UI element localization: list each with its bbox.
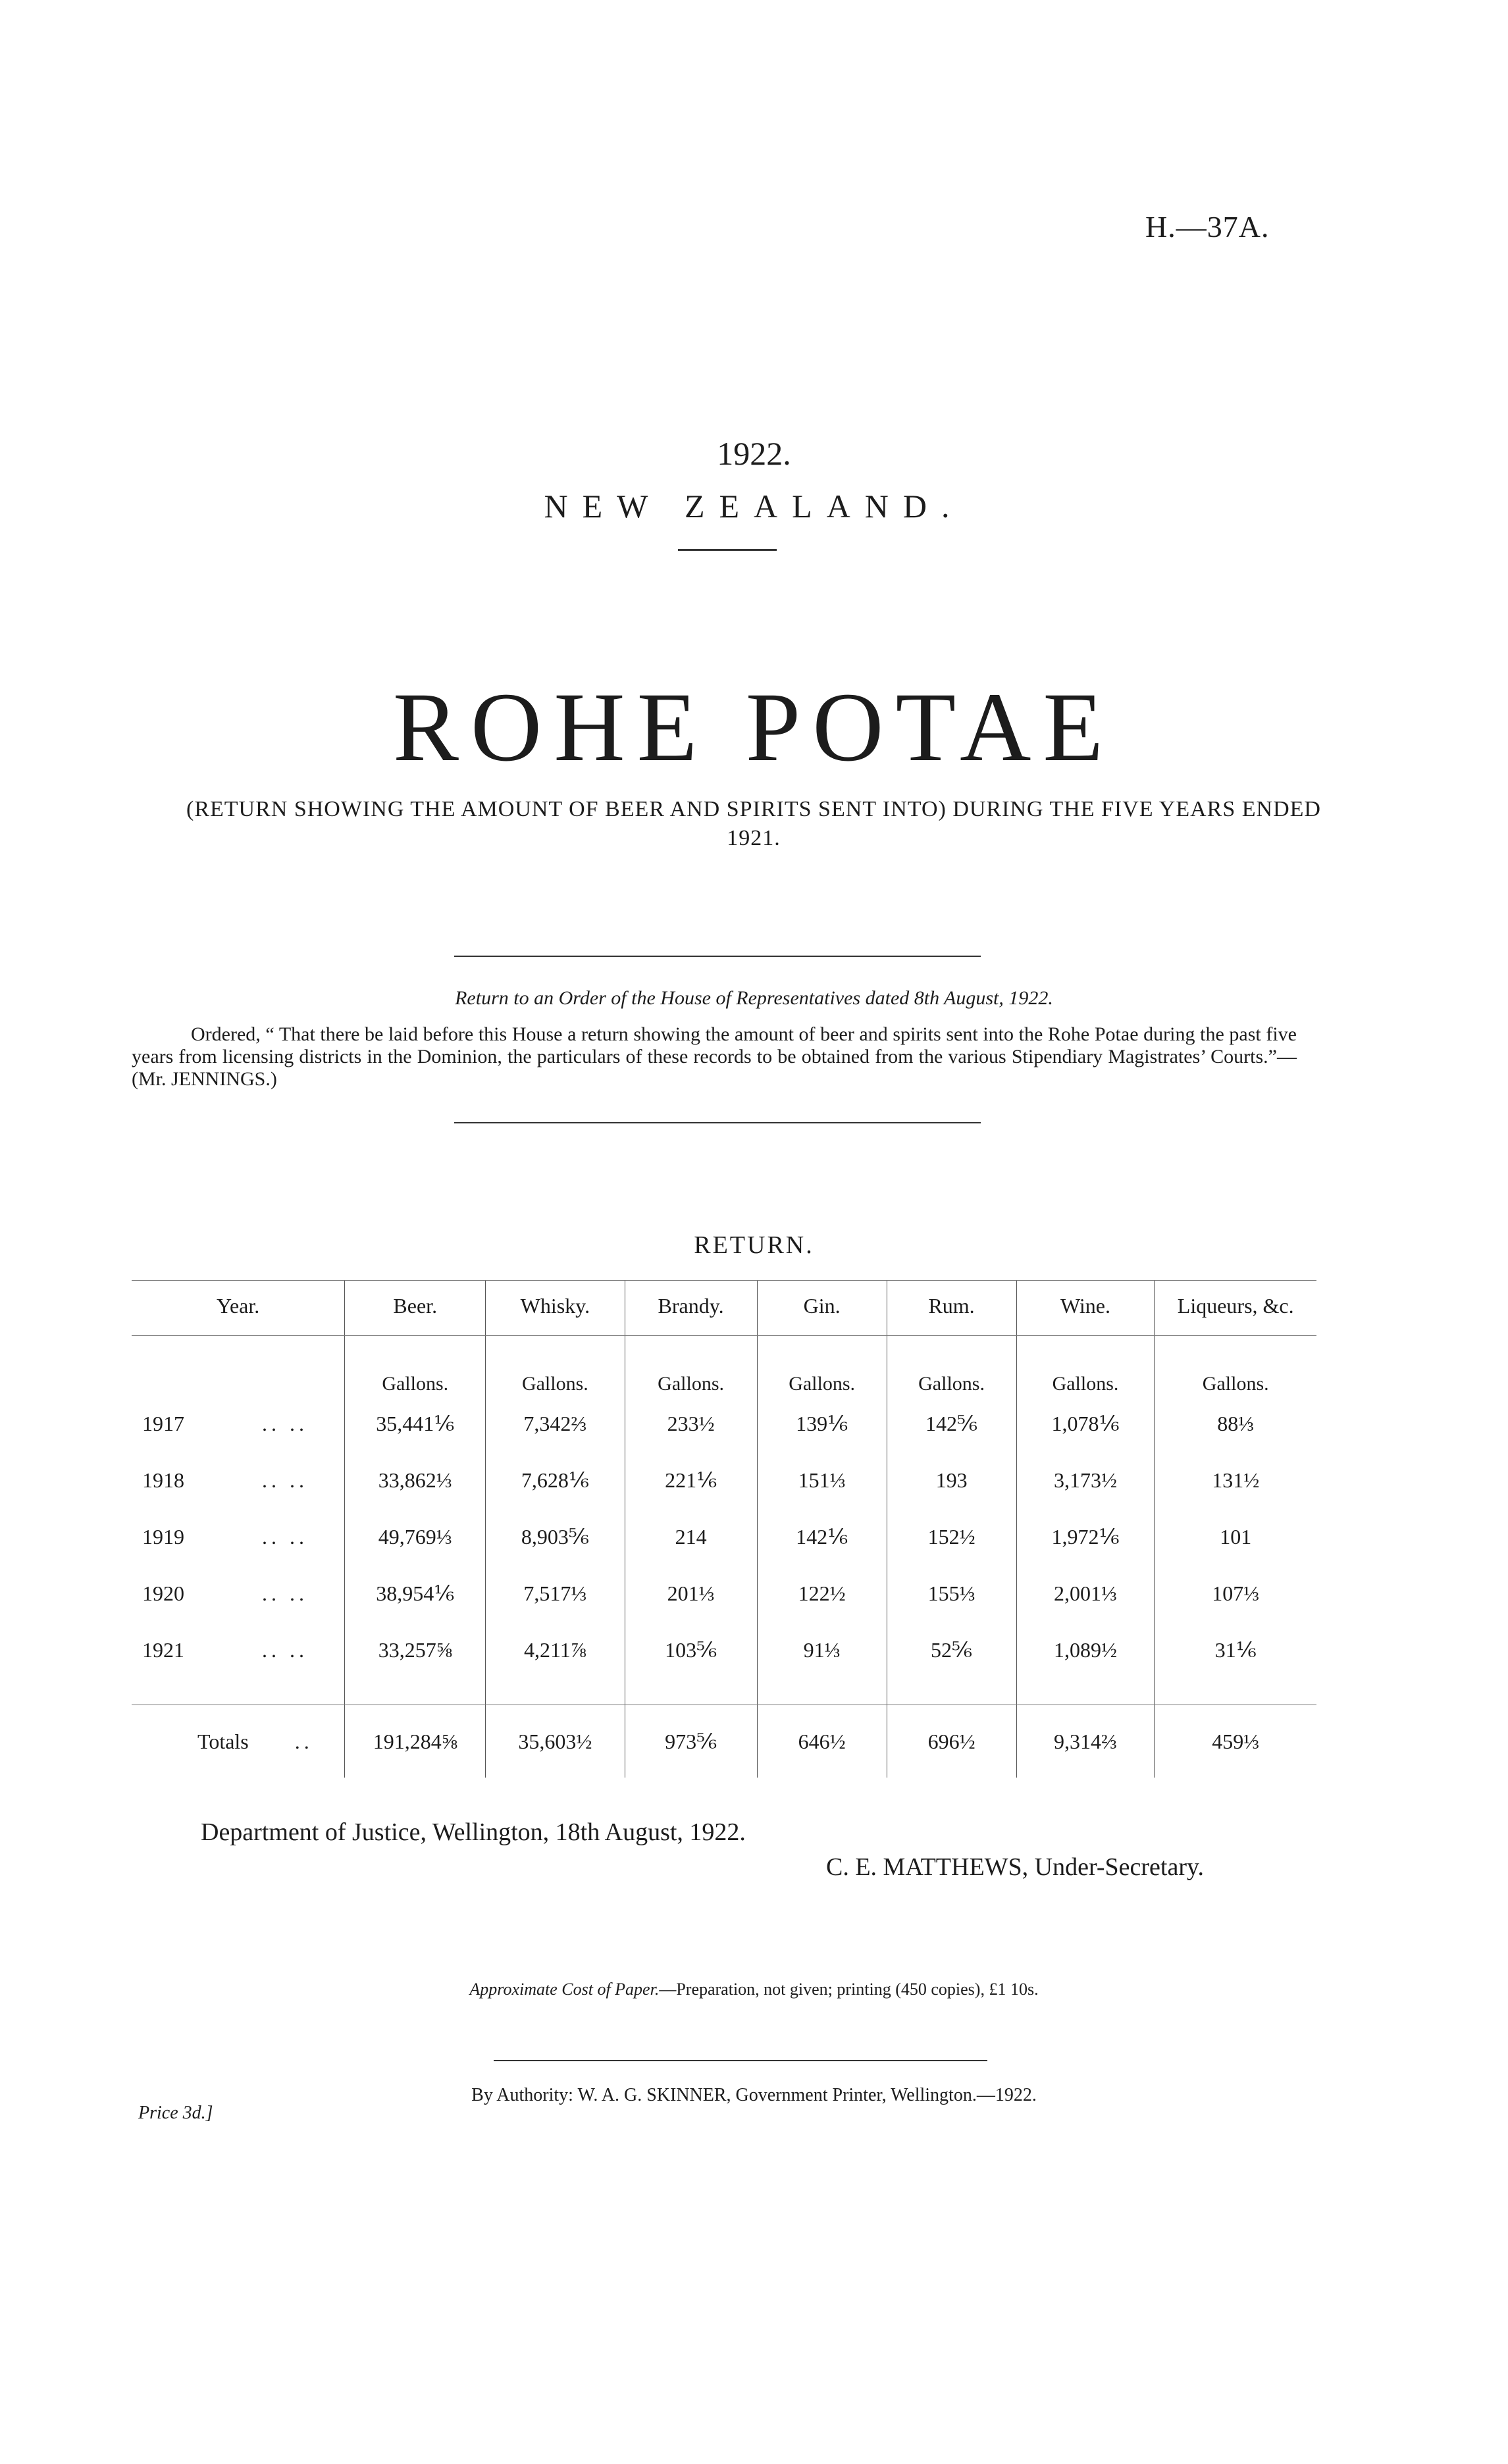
whisky-cell: 7,342⅔ (486, 1395, 625, 1452)
totals-row (132, 1705, 1316, 1778)
column-header-whisky: Whisky. (486, 1281, 625, 1336)
liqueurs-total-cell: 459⅓ (1155, 1705, 1316, 1778)
leader-dots: .. .. (262, 1411, 308, 1435)
beer-total-cell: 191,284⅝ (345, 1705, 486, 1778)
column-header-rum: Rum. (887, 1281, 1016, 1336)
publication-year: 1922. (717, 435, 791, 472)
year-cell: 1917 (142, 1411, 184, 1435)
whisky-total-cell: 35,603½ (486, 1705, 625, 1778)
table-row (132, 1395, 1316, 1452)
leader-dots: .. .. (262, 1581, 308, 1605)
cost-of-paper (0, 1980, 1508, 1999)
whisky-cell: 7,628⅙ (486, 1452, 625, 1508)
table-header-row (132, 1281, 1316, 1336)
liqueurs-cell: 131½ (1155, 1452, 1316, 1508)
column-header-liqueurs: Liqueurs, &c. (1155, 1281, 1316, 1336)
whisky-cell: 8,903⅚ (486, 1508, 625, 1565)
wine-cell: 2,001⅓ (1016, 1565, 1155, 1622)
rum-cell: 52⅚ (887, 1622, 1016, 1678)
unit-cell: Gallons. (625, 1336, 757, 1396)
column-header-brandy: Brandy. (625, 1281, 757, 1336)
table-row (132, 1508, 1316, 1565)
rum-cell: 155⅓ (887, 1565, 1016, 1622)
cost-label: Approximate Cost of Paper. (469, 1980, 660, 1999)
cost-text: —Preparation, not given; printing (450 copies), £1 10s. (659, 1980, 1039, 1999)
leader-dots: .. .. (262, 1468, 308, 1492)
brandy-cell: 103⅚ (625, 1622, 757, 1678)
liqueurs-cell: 88⅓ (1155, 1395, 1316, 1452)
authority-divider (494, 2060, 987, 2061)
unit-cell: Gallons. (1155, 1336, 1316, 1396)
column-header-year: Year. (132, 1281, 345, 1336)
column-header-wine: Wine. (1016, 1281, 1155, 1336)
rum-total-cell: 696½ (887, 1705, 1016, 1778)
whisky-cell: 4,211⅞ (486, 1622, 625, 1678)
document-reference: H.—37A. (1145, 210, 1270, 244)
brandy-cell: 201⅓ (625, 1565, 757, 1622)
unit-cell: Gallons. (757, 1336, 887, 1396)
year-cell: 1921 (142, 1637, 184, 1662)
column-header-beer: Beer. (345, 1281, 486, 1336)
rum-cell: 152½ (887, 1508, 1016, 1565)
wine-cell: 1,089½ (1016, 1622, 1155, 1678)
rum-cell: 193 (887, 1452, 1016, 1508)
wine-cell: 3,173½ (1016, 1452, 1155, 1508)
table-row (132, 1452, 1316, 1508)
column-header-gin: Gin. (757, 1281, 887, 1336)
gin-cell: 122½ (757, 1565, 887, 1622)
order-text: Ordered, “ That there be laid before this House a return showing the amount of beer and spirits sent into the Rohe Potae during the past five years from licensing districts in the Dominion, the particulars of these records to be obtained from the various Stipendiary Magistrates’ Courts.”—(Mr. JENNINGS.) (132, 1023, 1297, 1090)
signature-line: C. E. MATTHEWS, Under-Secretary. (826, 1853, 1205, 1881)
order-heading: Return to an Order of the House of Representatives dated 8th August, 1922. (455, 987, 1053, 1009)
wine-total-cell: 9,314⅔ (1016, 1705, 1155, 1778)
unit-cell: Gallons. (486, 1336, 625, 1396)
document-subtitle: (RETURN SHOWING THE AMOUNT OF BEER AND SPIRITS SENT INTO) DURING THE FIVE YEARS ENDED 1921. (186, 797, 1321, 850)
order-bottom-divider (454, 1122, 981, 1123)
beer-cell: 33,257⅝ (345, 1622, 486, 1678)
price-label: Price 3d.] (138, 2103, 213, 2123)
unit-cell: Gallons. (345, 1336, 486, 1396)
beer-cell: 49,769⅓ (345, 1508, 486, 1565)
totals-divider-row (132, 1678, 1316, 1705)
department-line: Department of Justice, Wellington, 18th August, 1922. (201, 1818, 746, 1846)
gin-cell: 151⅓ (757, 1452, 887, 1508)
gin-cell: 142⅙ (757, 1508, 887, 1565)
year-cell: 1918 (142, 1468, 184, 1492)
beer-cell: 33,862⅓ (345, 1452, 486, 1508)
units-row (132, 1336, 1316, 1396)
wine-cell: 1,078⅙ (1016, 1395, 1155, 1452)
beer-cell: 38,954⅙ (345, 1565, 486, 1622)
liqueurs-cell: 107⅓ (1155, 1565, 1316, 1622)
unit-cell: Gallons. (887, 1336, 1016, 1396)
table-row (132, 1565, 1316, 1622)
liqueurs-cell: 101 (1155, 1508, 1316, 1565)
document-title: ROHE POTAE (392, 673, 1116, 782)
leader-dots: .. .. (262, 1637, 308, 1662)
wine-cell: 1,972⅙ (1016, 1508, 1155, 1565)
order-top-divider (454, 956, 981, 957)
brandy-cell: 221⅙ (625, 1452, 757, 1508)
totals-label: Totals (197, 1729, 249, 1753)
brandy-total-cell: 973⅚ (625, 1705, 757, 1778)
leader-dots: .. .. (262, 1524, 308, 1549)
brandy-cell: 233½ (625, 1395, 757, 1452)
rum-cell: 142⅚ (887, 1395, 1016, 1452)
table-row (132, 1622, 1316, 1678)
whisky-cell: 7,517⅓ (486, 1565, 625, 1622)
year-cell: 1920 (142, 1581, 184, 1605)
gin-cell: 139⅙ (757, 1395, 887, 1452)
beer-cell: 35,441⅙ (345, 1395, 486, 1452)
unit-cell: Gallons. (1016, 1336, 1155, 1396)
year-cell: 1919 (142, 1524, 184, 1549)
gin-total-cell: 646½ (757, 1705, 887, 1778)
gin-cell: 91⅓ (757, 1622, 887, 1678)
country-heading: NEW ZEALAND. (544, 488, 964, 525)
country-divider (678, 549, 777, 551)
leader-dots: .. (294, 1729, 313, 1753)
return-table (132, 1280, 1316, 1778)
printer-authority: By Authority: W. A. G. SKINNER, Government Printer, Wellington.—1922. (471, 2085, 1037, 2105)
brandy-cell: 214 (625, 1508, 757, 1565)
return-heading: RETURN. (694, 1231, 814, 1259)
liqueurs-cell: 31⅙ (1155, 1622, 1316, 1678)
